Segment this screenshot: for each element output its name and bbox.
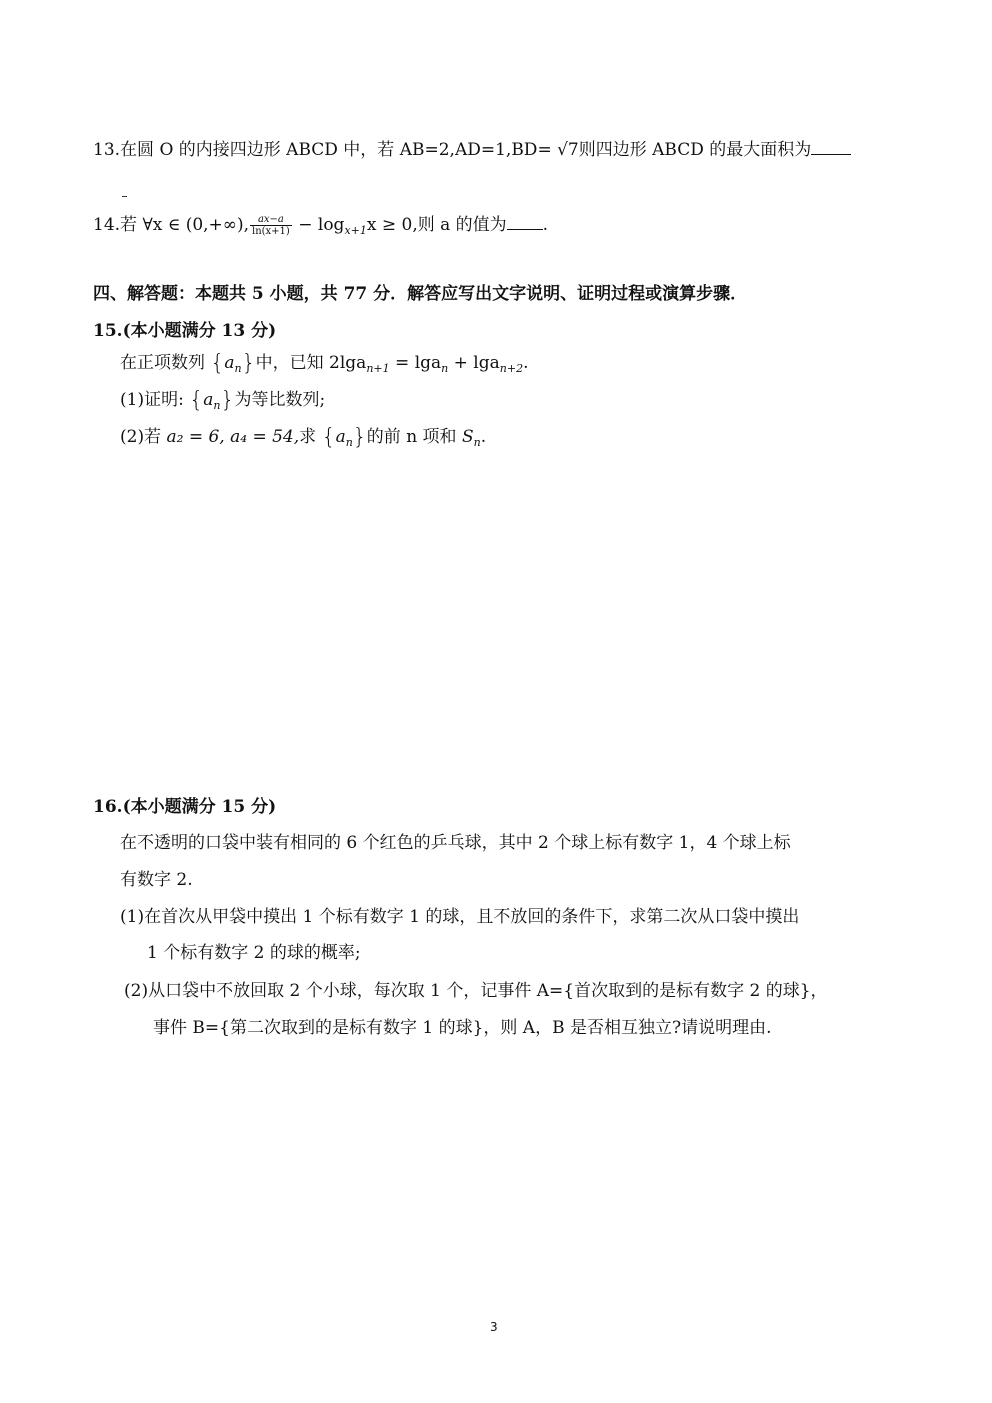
sum-S-sub: n bbox=[473, 436, 481, 449]
eq-sub-1: n+1 bbox=[366, 362, 390, 375]
eq-term-1: 2lga bbox=[329, 353, 367, 373]
section-4-title-text: 四、解答题：本题共 5 小题，共 77 分．解答应写出文字说明、证明过程或演算步骤． bbox=[93, 284, 748, 304]
question-16-header bbox=[93, 796, 276, 818]
part-1-prefix: (1)证明: bbox=[120, 390, 190, 410]
question-14 bbox=[93, 214, 548, 237]
part-2-suffix: 的前 n 项和 bbox=[366, 427, 462, 447]
sum-S: S bbox=[461, 427, 474, 447]
seq-sub: n bbox=[213, 399, 221, 412]
question-14-fraction bbox=[250, 214, 292, 237]
left-brace: { bbox=[210, 351, 225, 376]
section-4-title bbox=[93, 283, 747, 305]
question-15-part-2 bbox=[120, 426, 486, 449]
part-1-suffix: 为等比数列; bbox=[234, 390, 326, 410]
question-16-stem-line-2 bbox=[120, 869, 193, 891]
part-2-mid: 求 bbox=[299, 427, 322, 447]
question-14-log-base: x+1 bbox=[344, 224, 367, 237]
left-brace: { bbox=[189, 388, 204, 413]
seq-a: a bbox=[203, 390, 214, 410]
question-14-forall: ∀x ∈ (0,+∞), bbox=[142, 215, 249, 235]
question-15-part-1 bbox=[120, 389, 325, 412]
eq-term-2: = lga bbox=[389, 353, 442, 373]
fraction-numerator: ax−a bbox=[250, 214, 292, 226]
answer-blank-14 bbox=[507, 215, 543, 230]
seq-a: a bbox=[335, 427, 346, 447]
question-16-stem-line-1 bbox=[120, 832, 791, 854]
question-16-stem-line-2-text: 有数字 2. bbox=[120, 870, 193, 890]
question-16-part-2-line-1-text: (2)从口袋中不放回取 2 个小球，每次取 1 个，记事件 A={首次取到的是标有数字 2 的球}， bbox=[124, 981, 828, 1001]
question-16-part-2-line-2-text: 事件 B={第二次取到的是标有数字 1 的球}，则 A，B 是否相互独立?请说明理由. bbox=[153, 1018, 772, 1038]
seq-a: a bbox=[224, 353, 235, 373]
question-13 bbox=[93, 139, 851, 161]
part-2-prefix: (2)若 bbox=[120, 427, 167, 447]
part-2-condition: a₂ = 6, a₄ = 54, bbox=[166, 427, 300, 447]
question-14-log: − log bbox=[292, 215, 345, 235]
question-13-text: 13.在圆 O 的内接四边形 ABCD 中，若 AB=2,AD=1,BD= √7则四边形 ABCD 的最大面积为 bbox=[93, 140, 812, 160]
question-14-prefix: 14.若 bbox=[93, 215, 143, 235]
question-16-part-1-line-2 bbox=[147, 942, 361, 964]
question-15-header bbox=[93, 320, 276, 342]
question-16-part-1-line-1-text: (1)在首次从甲袋中摸出 1 个标有数字 1 的球，且不放回的条件下，求第二次从口袋中摸出 bbox=[120, 907, 800, 927]
page-number: 3 bbox=[490, 1320, 498, 1334]
eq-end: . bbox=[523, 353, 529, 373]
seq-sub: n bbox=[234, 362, 242, 375]
question-16-part-1-line-1 bbox=[120, 906, 799, 928]
question-15-stem-prefix: 在正项数列 bbox=[120, 353, 211, 373]
seq-sub: n bbox=[345, 436, 353, 449]
question-15-header-text: 15.(本小题满分 13 分) bbox=[93, 321, 277, 341]
question-16-header-text: 16.(本小题满分 15 分) bbox=[93, 797, 277, 817]
question-15-stem-mid: 中，已知 bbox=[255, 353, 330, 373]
question-14-end: . bbox=[542, 215, 549, 235]
left-brace: { bbox=[321, 425, 336, 450]
eq-sub-3: n+2 bbox=[499, 362, 524, 375]
question-16-stem-line-1-text: 在不透明的口袋中装有相同的 6 个红色的乒乓球，其中 2 个球上标有数字 1，4 个球上标 bbox=[120, 833, 791, 853]
right-brace: } bbox=[220, 388, 235, 413]
stray-mark bbox=[122, 196, 127, 197]
question-16-part-2-line-2 bbox=[153, 1017, 772, 1039]
right-brace: } bbox=[352, 425, 367, 450]
question-15-stem bbox=[120, 352, 528, 375]
eq-term-3: + lga bbox=[448, 353, 500, 373]
right-brace: } bbox=[241, 351, 256, 376]
part-2-end: . bbox=[480, 427, 487, 447]
answer-blank-13 bbox=[811, 140, 851, 155]
fraction-denominator: ln(x+1) bbox=[252, 226, 290, 237]
question-16-part-2-line-1 bbox=[124, 980, 828, 1002]
question-16-part-1-line-2-text: 1 个标有数字 2 的球的概率; bbox=[147, 943, 361, 963]
question-14-rest: x ≥ 0,则 a 的值为 bbox=[366, 215, 507, 235]
eq-sub-2: n bbox=[441, 362, 449, 375]
